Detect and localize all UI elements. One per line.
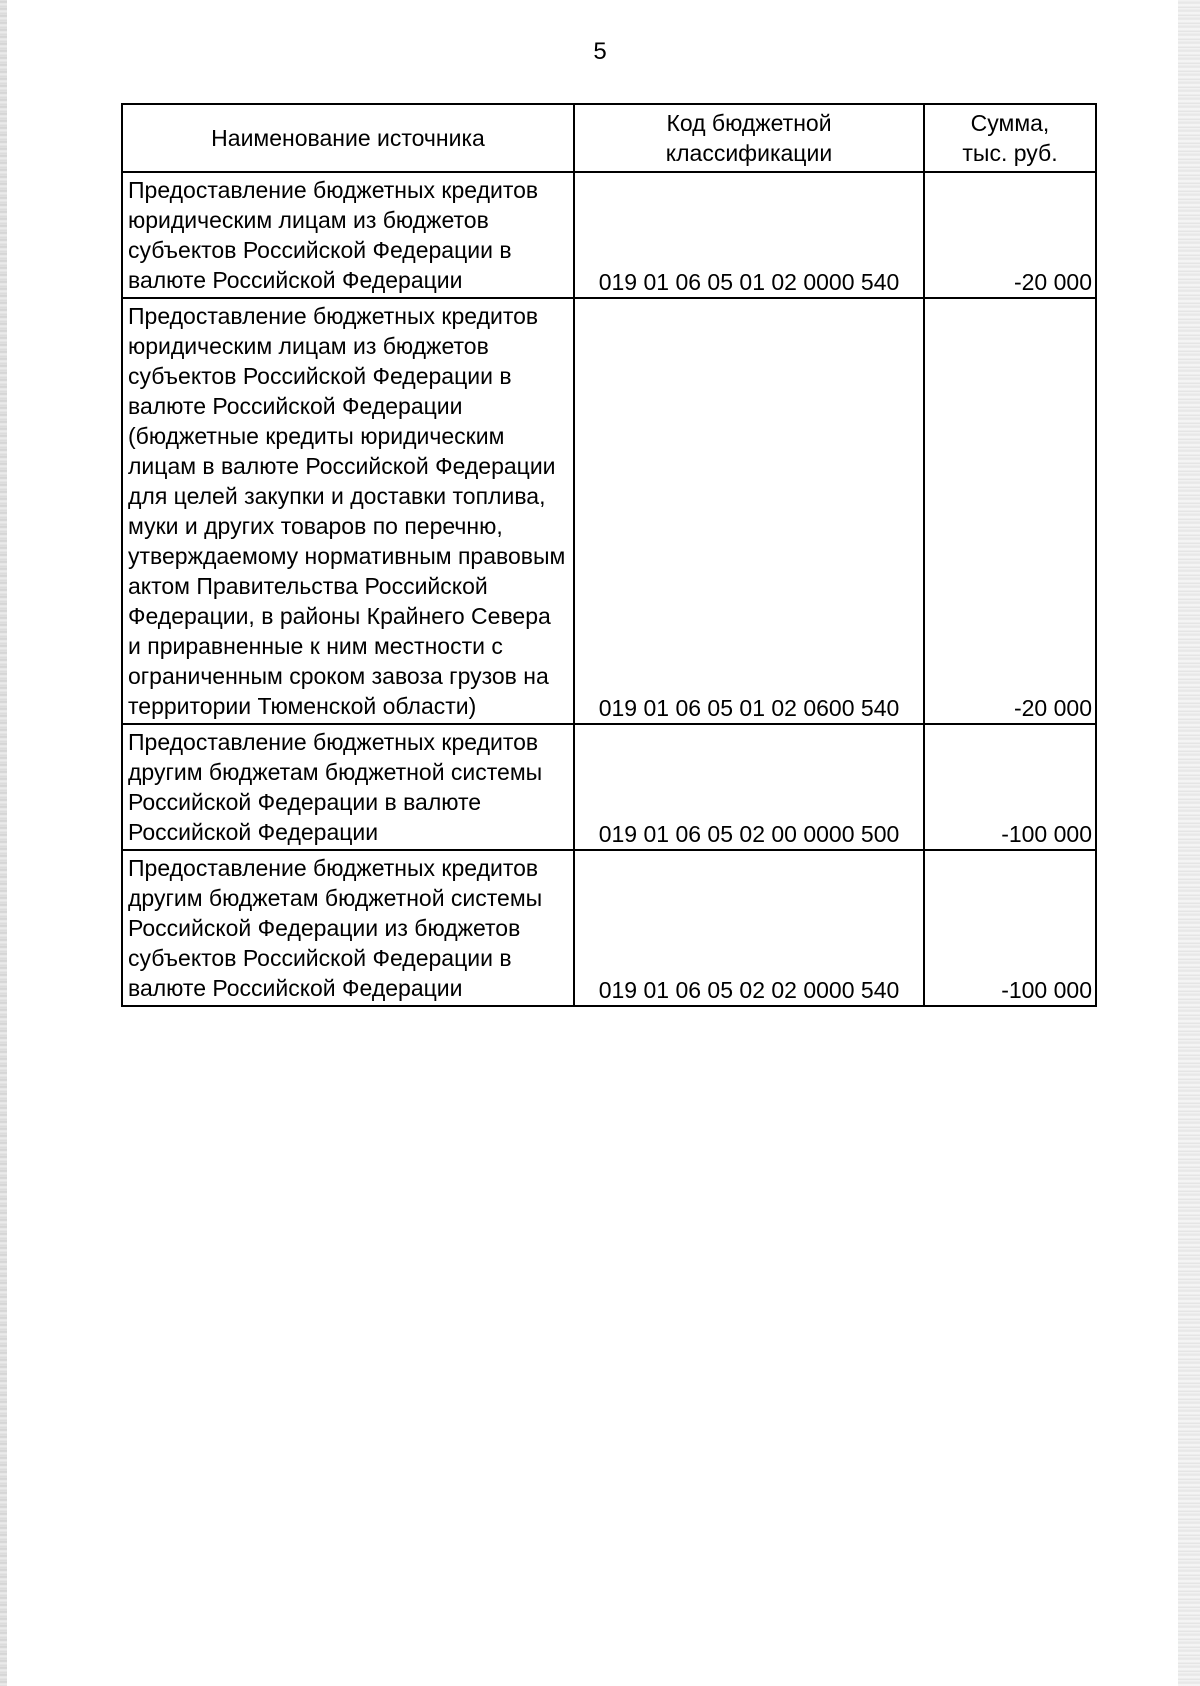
header-source-name: Наименование источника bbox=[122, 104, 574, 172]
table-header-row bbox=[122, 104, 1096, 172]
source-name-cell: Предоставление бюджетных кредитов другим бюджетам бюджетной системы Российской Федерации в валюте Российской Федерации bbox=[122, 724, 574, 850]
header-sum: Сумма, тыс. руб. bbox=[924, 104, 1096, 172]
budget-code-cell: 019 01 06 05 02 02 0000 540 bbox=[574, 850, 924, 1006]
source-name-cell: Предоставление бюджетных кредитов другим бюджетам бюджетной системы Российской Федерации из бюджетов субъектов Российской Федерации в валюте Российской Федерации bbox=[122, 850, 574, 1006]
budget-sources-table bbox=[121, 103, 1097, 1007]
scan-left-edge bbox=[0, 0, 7, 1686]
header-budget-code: Код бюджетной классификации bbox=[574, 104, 924, 172]
table-row bbox=[122, 172, 1096, 298]
budget-code-cell: 019 01 06 05 01 02 0600 540 bbox=[574, 298, 924, 724]
source-name-cell: Предоставление бюджетных кредитов юридическим лицам из бюджетов субъектов Российской Федерации в валюте Российской Федерации (бюджетные кредиты юридическим лицам в валюте Российской Федерации для целей закупки и доставки топлива, муки и других товаров по перечню, утверждаемому нормативным правовым актом Правительства Российской Федерации, в районы Крайнего Севера и приравненные к ним местности с ограниченным сроком завоза грузов на территории Тюменской области) bbox=[122, 298, 574, 724]
scan-right-edge bbox=[1178, 0, 1200, 1686]
table-row bbox=[122, 298, 1096, 724]
table-row bbox=[122, 850, 1096, 1006]
sum-cell: -100 000 bbox=[924, 724, 1096, 850]
budget-code-cell: 019 01 06 05 02 00 0000 500 bbox=[574, 724, 924, 850]
sum-cell: -20 000 bbox=[924, 172, 1096, 298]
sum-cell: -20 000 bbox=[924, 298, 1096, 724]
page-number: 5 bbox=[593, 38, 607, 65]
sum-cell: -100 000 bbox=[924, 850, 1096, 1006]
source-name-cell: Предоставление бюджетных кредитов юридическим лицам из бюджетов субъектов Российской Федерации в валюте Российской Федерации bbox=[122, 172, 574, 298]
table-row bbox=[122, 724, 1096, 850]
budget-code-cell: 019 01 06 05 01 02 0000 540 bbox=[574, 172, 924, 298]
